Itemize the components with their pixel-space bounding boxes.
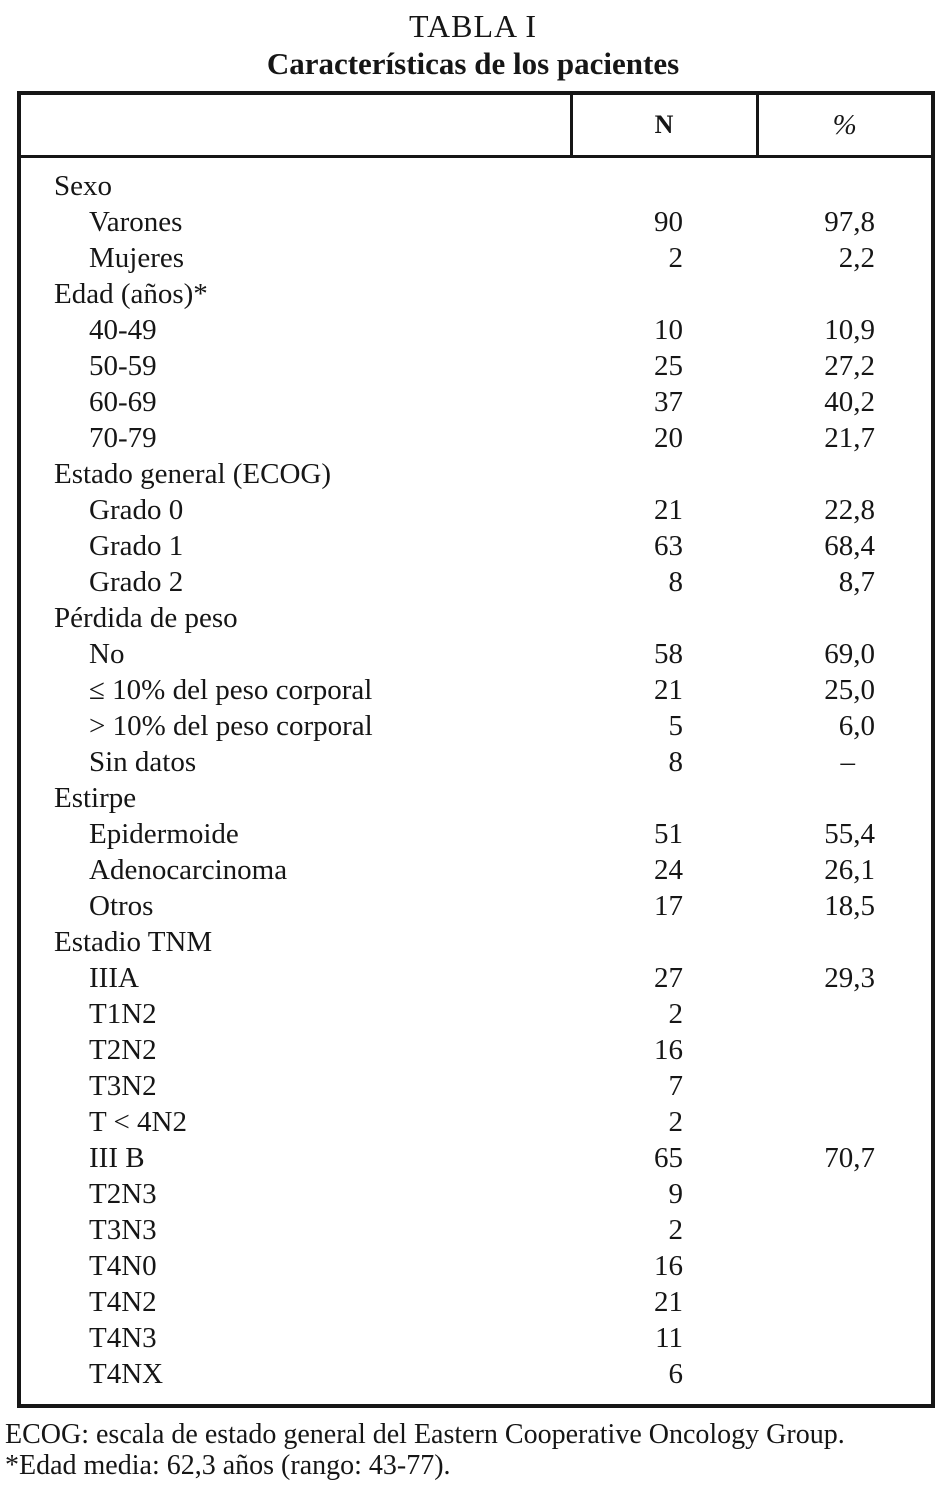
- row-n-value: 17: [654, 890, 683, 922]
- header-n-label: N: [571, 93, 757, 157]
- row-category-label: Estirpe: [54, 782, 137, 814]
- footnotes: [5, 1419, 934, 1481]
- row-n-value: 16: [654, 1034, 683, 1066]
- row-n-value: 21: [654, 1286, 683, 1318]
- row-n-value: 2: [668, 1106, 683, 1138]
- table-row: [19, 1176, 933, 1212]
- row-percent-value: 29,3: [824, 962, 875, 994]
- table-row: [19, 852, 933, 888]
- row-label: III B: [89, 1142, 145, 1174]
- row-label: Sin datos: [89, 746, 197, 778]
- row-label: IIIA: [89, 962, 139, 994]
- row-percent-value: [757, 1068, 933, 1104]
- table-row: [19, 157, 933, 205]
- row-percent-value: 40,2: [824, 386, 875, 418]
- row-label: T2N2: [89, 1034, 157, 1066]
- table-row: [19, 312, 933, 348]
- table-row: [19, 888, 933, 924]
- row-percent-value: 69,0: [824, 638, 875, 670]
- row-label: Grado 0: [89, 494, 184, 526]
- row-n-value: 8: [668, 566, 683, 598]
- row-percent-value: 26,1: [824, 854, 875, 886]
- row-n-value: [571, 157, 757, 205]
- table-row: [19, 1140, 933, 1176]
- table-row: [19, 1032, 933, 1068]
- table-row: [19, 1104, 933, 1140]
- row-n-value: 58: [654, 638, 683, 670]
- row-n-value: [571, 456, 757, 492]
- row-n-value: 51: [654, 818, 683, 850]
- row-label: Grado 2: [89, 566, 184, 598]
- row-percent-value: 18,5: [824, 890, 875, 922]
- table-row: [19, 636, 933, 672]
- row-n-value: 2: [668, 998, 683, 1030]
- footnote-ecog: ECOG: escala de estado general del Eastern Cooperative Oncology Group.: [5, 1419, 845, 1450]
- header-row: [19, 93, 933, 157]
- row-n-value: 63: [654, 530, 683, 562]
- row-label: T3N3: [89, 1214, 157, 1246]
- row-percent-value: [757, 996, 933, 1032]
- table-row: [19, 960, 933, 996]
- row-label: T1N2: [89, 998, 157, 1030]
- row-percent-value: [757, 1212, 933, 1248]
- row-n-value: 65: [654, 1142, 683, 1174]
- row-percent-value: [757, 1176, 933, 1212]
- row-percent-value: 68,4: [824, 530, 875, 562]
- table-row: [19, 1320, 933, 1356]
- row-percent-value: [757, 600, 933, 636]
- row-percent-value: [757, 1320, 933, 1356]
- row-percent-value: [757, 780, 933, 816]
- row-n-value: [571, 276, 757, 312]
- table-row: [19, 456, 933, 492]
- row-percent-value: [757, 157, 933, 205]
- row-n-value: 9: [668, 1178, 683, 1210]
- row-category-label: Estadio TNM: [54, 926, 213, 958]
- row-percent-value: [757, 1032, 933, 1068]
- row-percent-value: [757, 1248, 933, 1284]
- row-category-label: Sexo: [54, 170, 112, 202]
- row-percent-value: –: [840, 746, 855, 778]
- table-row: [19, 996, 933, 1032]
- row-label: T3N2: [89, 1070, 157, 1102]
- row-n-value: 8: [668, 746, 683, 778]
- row-percent-value: [757, 1356, 933, 1406]
- row-n-value: 16: [654, 1250, 683, 1282]
- row-percent-value: 25,0: [824, 674, 875, 706]
- row-percent-value: 2,2: [838, 242, 875, 274]
- row-n-value: 7: [668, 1070, 683, 1102]
- row-label: 40-49: [89, 314, 157, 346]
- row-category-label: Pérdida de peso: [54, 602, 238, 634]
- table-row: [19, 1356, 933, 1406]
- table-row: [19, 816, 933, 852]
- row-label: T4N0: [89, 1250, 157, 1282]
- row-percent-value: 27,2: [824, 350, 875, 382]
- table-row: [19, 708, 933, 744]
- table-body: [19, 157, 933, 1407]
- table-subtitle: Características de los pacientes: [266, 46, 680, 81]
- table-row: [19, 420, 933, 456]
- row-label: No: [89, 638, 125, 670]
- row-label: Epidermoide: [89, 818, 239, 850]
- row-n-value: 5: [668, 710, 683, 742]
- row-label: T2N3: [89, 1178, 157, 1210]
- header-percent-label: %: [757, 93, 933, 157]
- header-empty-cell: [19, 93, 571, 157]
- row-n-value: 25: [654, 350, 683, 382]
- row-label: Otros: [89, 890, 154, 922]
- row-percent-value: 6,0: [838, 710, 875, 742]
- row-label: 50-59: [89, 350, 157, 382]
- row-percent-value: [757, 1284, 933, 1320]
- row-label: T4NX: [89, 1358, 164, 1390]
- row-label: T < 4N2: [89, 1106, 187, 1138]
- row-percent-value: 22,8: [824, 494, 875, 526]
- table-row: [19, 1284, 933, 1320]
- row-percent-value: [757, 1104, 933, 1140]
- row-label: Varones: [89, 206, 183, 238]
- row-label: 60-69: [89, 386, 157, 418]
- table-row: [19, 744, 933, 780]
- patient-characteristics-table: [17, 91, 935, 1408]
- table-row: [19, 564, 933, 600]
- table-row: [19, 780, 933, 816]
- table-row: [19, 528, 933, 564]
- row-percent-value: [757, 276, 933, 312]
- row-n-value: 6: [668, 1358, 683, 1390]
- row-n-value: 27: [654, 962, 683, 994]
- table-row: [19, 492, 933, 528]
- row-label: T4N2: [89, 1286, 157, 1318]
- table-row: [19, 384, 933, 420]
- table-row: [19, 348, 933, 384]
- row-n-value: [571, 780, 757, 816]
- table-row: [19, 276, 933, 312]
- row-n-value: 90: [654, 206, 683, 238]
- table-row: [19, 204, 933, 240]
- row-n-value: 21: [654, 674, 683, 706]
- row-label: Grado 1: [89, 530, 184, 562]
- row-label: 70-79: [89, 422, 157, 454]
- row-percent-value: 55,4: [824, 818, 875, 850]
- row-percent-value: 70,7: [824, 1142, 875, 1174]
- row-label: Adenocarcinoma: [89, 854, 288, 886]
- row-n-value: 24: [654, 854, 683, 886]
- row-category-label: Estado general (ECOG): [54, 458, 332, 490]
- table-row: [19, 1068, 933, 1104]
- table-row: [19, 1212, 933, 1248]
- row-n-value: 11: [655, 1322, 683, 1354]
- table-row: [19, 240, 933, 276]
- row-n-value: 10: [654, 314, 683, 346]
- row-n-value: 21: [654, 494, 683, 526]
- table-title: TABLA I: [409, 8, 537, 44]
- row-percent-value: 8,7: [838, 566, 875, 598]
- row-percent-value: 97,8: [824, 206, 875, 238]
- row-percent-value: [757, 924, 933, 960]
- row-percent-value: 10,9: [824, 314, 875, 346]
- row-label: Mujeres: [89, 242, 185, 274]
- table-row: [19, 600, 933, 636]
- table-row: [19, 672, 933, 708]
- footnote-age: *Edad media: 62,3 años (rango: 43-77).: [5, 1450, 451, 1481]
- row-percent-value: 21,7: [824, 422, 875, 454]
- table-row: [19, 1248, 933, 1284]
- row-n-value: [571, 924, 757, 960]
- row-n-value: [571, 600, 757, 636]
- row-percent-value: [757, 456, 933, 492]
- table-row: [19, 924, 933, 960]
- row-label: > 10% del peso corporal: [89, 710, 373, 742]
- row-label: T4N3: [89, 1322, 157, 1354]
- row-category-label: Edad (años)*: [54, 278, 208, 310]
- row-n-value: 20: [654, 422, 683, 454]
- row-n-value: 37: [654, 386, 683, 418]
- row-n-value: 2: [668, 1214, 683, 1246]
- row-label: ≤ 10% del peso corporal: [89, 674, 373, 706]
- row-n-value: 2: [668, 242, 683, 274]
